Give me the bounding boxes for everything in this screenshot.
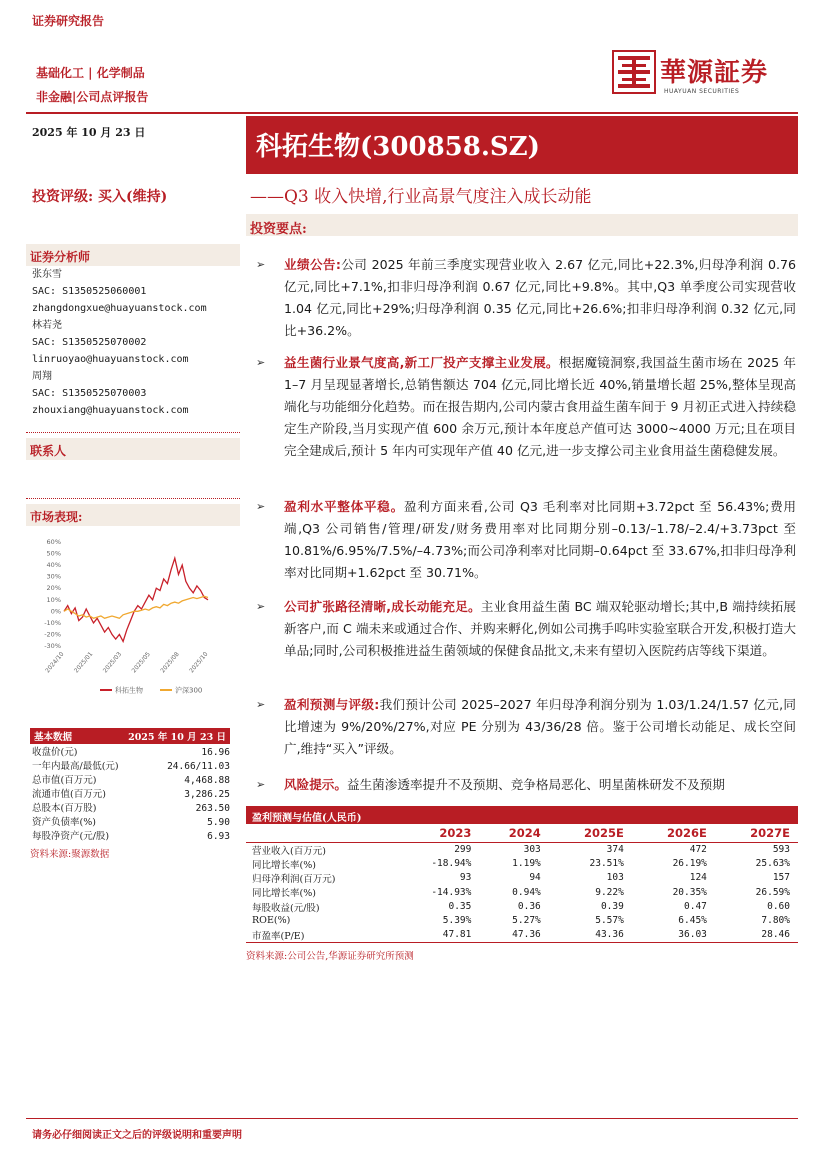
bullet-industry — [256, 352, 796, 462]
row-value: 3,286.25 — [184, 789, 230, 800]
table-row — [246, 885, 798, 899]
y-tick-label: 50% — [46, 549, 61, 558]
highlights-header-bar — [246, 214, 798, 236]
y-tick-label: 40% — [46, 561, 61, 570]
table-row — [30, 788, 230, 802]
brand-name-en: HUAYUAN SECURITIES — [664, 88, 740, 95]
row-value: 4,468.88 — [184, 775, 230, 786]
cell: 20.35% — [672, 886, 707, 898]
cell: 25.63% — [755, 858, 790, 870]
analyst-list — [32, 266, 207, 419]
y-tick-label: 10% — [46, 595, 61, 604]
year-header: 2026E — [632, 824, 715, 842]
cell: 6.45% — [678, 915, 707, 927]
report-date: 2025 年 10 月 23 日 — [32, 126, 146, 139]
analyst-line: 林若尧 — [32, 320, 62, 331]
table-row — [246, 928, 798, 943]
cell: 47.81 — [396, 928, 479, 943]
arrow-icon: ➢ — [256, 698, 266, 711]
analysts-title: 证券分析师 — [30, 250, 91, 264]
footer-divider — [26, 1118, 798, 1119]
cell: -18.94% — [431, 858, 472, 870]
cell: 0.94% — [512, 886, 541, 898]
row-value: 5.90 — [207, 817, 230, 828]
basic-data-title: 基本数据 — [34, 732, 73, 743]
analyst-line: SAC: S1350525070003 — [32, 388, 147, 399]
page-title: 科拓生物(300858.SZ) — [256, 132, 540, 162]
cell: 124 — [689, 872, 707, 884]
report-type-label: 非金融|公司点评报告 — [36, 90, 149, 104]
bullet-text: 主业食用益生菌 BC 端双轮驱动增长;其中,B 端持续拓展新客户,而 C 端未来或通过合作、并购来孵化,例如公司携手呜咔实验室联合开发,积极打造大单品;同时,公司积极推进益生菌领域的保健食品批文,未来有望切入医院药店等线下渠道。 — [284, 599, 796, 658]
cell: 0.36 — [517, 901, 541, 913]
arrow-icon: ➢ — [256, 356, 266, 369]
forecast-year-row — [246, 824, 798, 842]
cell: 299 — [454, 844, 472, 855]
row-value: 263.50 — [195, 803, 230, 814]
cell: 26.19% — [672, 858, 707, 870]
cell: 0.60 — [767, 901, 790, 913]
row-label: 资产负债率(%) — [32, 817, 96, 828]
cell: 472 — [689, 844, 707, 855]
x-tick-label: 2025/08 — [159, 650, 181, 675]
table-row — [30, 774, 230, 788]
cell: 9.22% — [595, 886, 624, 898]
x-tick-label: 2025/01 — [72, 650, 95, 675]
divider — [26, 432, 240, 433]
analyst-line: SAC: S1350525070002 — [32, 337, 147, 348]
legend-label: 科拓生物 — [115, 686, 143, 695]
year-header: 2023 — [396, 824, 479, 842]
cell: 5.57% — [595, 915, 624, 927]
cell: 7.80% — [761, 915, 790, 927]
bullet-lead: 公司扩张路径清晰,成长动能充足。 — [284, 599, 481, 614]
basic-data-source: 资料来源:聚源数据 — [30, 849, 110, 860]
report-category: 证券研究报告 — [32, 14, 105, 28]
row-label: 市盈率(P/E) — [246, 928, 396, 943]
cell: 103 — [606, 872, 624, 884]
arrow-icon: ➢ — [256, 778, 266, 791]
table-row — [30, 746, 230, 760]
row-label: 归母净利润(百万元) — [252, 873, 336, 885]
row-label: 每股收益(元/股) — [252, 902, 320, 914]
bullet-text: 公司 2025 年前三季度实现营业收入 2.67 亿元,同比+22.3%,归母净利润 0.76 亿元,同比+7.1%,扣非归母净利润 0.67 亿元,同比+9.8%。其中,Q3 单季度公司实现营收 1.04 亿元,同比+29%;归母净利润 0.35 亿元,同比+26.6%;扣非归母净利润 0.32 亿元,同比+36.2%。 — [284, 257, 796, 338]
cell: 0.47 — [684, 901, 707, 913]
bullet-text: 根据魔镜洞察,我国益生菌市场在 2025 年 1–7 月呈现显著增长,总销售额达 704 亿元,同比增长近 40%,销量增长超 25%,整体呈现高端化与功能细分化趋势。而在报告期内,公司内蒙古食用益生菌车间于 9 月初正式进入持续稳定生产阶段,当月实现产值 600 余万元,预计本年度总产值可达 3000~4000 万元;且在项目完全建成后,预计 5 年内可实现年产值 40 亿元,进一步支撑公司主业食用益生菌稳健发展。 — [284, 355, 796, 458]
row-label: 营业收入(百万元) — [252, 845, 326, 857]
brand-name: 華源証券 — [660, 58, 769, 88]
row-label: 同比增长率(%) — [252, 888, 316, 900]
table-row — [246, 842, 798, 857]
cell: 157 — [772, 872, 790, 884]
analyst-email-link[interactable]: zhouxiang@huayuanstock.com — [32, 405, 189, 416]
analyst-line: 张东雪 — [32, 269, 62, 280]
highlights-title: 投资要点: — [250, 222, 307, 237]
market-performance-chart — [30, 536, 240, 706]
cell: 5.39% — [442, 915, 472, 927]
table-row — [246, 899, 798, 913]
x-tick-label: 2024/10 — [44, 650, 66, 675]
table-row — [246, 871, 798, 885]
analyst-line: 周翔 — [32, 371, 52, 382]
y-tick-label: -20% — [44, 630, 61, 639]
header-divider — [26, 112, 798, 114]
investment-rating: 投资评级: 买入(维持) — [32, 189, 168, 205]
legend-label: 沪深300 — [175, 686, 203, 695]
cell: 28.46 — [715, 928, 798, 943]
divider — [26, 498, 240, 499]
y-tick-label: 0% — [50, 607, 61, 616]
y-tick-label: -30% — [44, 642, 61, 650]
year-header: 2027E — [715, 824, 798, 842]
table-row — [30, 760, 230, 774]
analyst-email-link[interactable]: linruoyao@huayuanstock.com — [32, 354, 189, 365]
table-row — [30, 830, 230, 844]
forecast-source: 资料来源:公司公告,华源证券研究所预测 — [246, 951, 414, 962]
basic-data-table — [30, 728, 230, 860]
cell: 23.51% — [589, 858, 624, 870]
analyst-line: SAC: S1350525060001 — [32, 286, 147, 297]
cell: -14.93% — [431, 886, 472, 898]
bullet-lead: 盈利水平整体平稳。 — [284, 499, 404, 514]
corner-cell — [246, 824, 396, 842]
table-row — [30, 802, 230, 816]
row-label: 每股净资产(元/股) — [32, 831, 110, 842]
bullet-lead: 益生菌行业景气度高,新工厂投产支撑主业发展。 — [284, 355, 559, 370]
cell: 93 — [459, 872, 472, 884]
bullet-profitability — [256, 496, 796, 584]
row-label: 收盘价(元) — [32, 747, 78, 758]
table-row — [246, 857, 798, 871]
cell: 374 — [606, 844, 624, 855]
cell: 36.03 — [632, 928, 715, 943]
bullet-risk — [256, 774, 796, 796]
row-value: 16.96 — [201, 747, 230, 758]
cell: 1.19% — [512, 858, 541, 870]
bullet-text: 益生菌渗透率提升不及预期、竞争格局恶化、明星菌株研发不及预期 — [346, 777, 725, 792]
x-tick-label: 2025/03 — [101, 650, 124, 675]
cell: 303 — [523, 844, 541, 855]
arrow-icon: ➢ — [256, 258, 266, 271]
huayuan-logo-icon — [612, 50, 656, 94]
cell: 26.59% — [755, 886, 790, 898]
cell: 5.27% — [512, 915, 541, 927]
row-value: 6.93 — [207, 831, 230, 842]
row-label: 同比增长率(%) — [252, 859, 316, 871]
bullet-forecast — [256, 694, 796, 760]
bullet-text: 盈利方面来看,公司 Q3 毛利率对比同期+3.72pct 至 56.43%;费用端,Q3 公司销售/管理/研发/财务费用率对比同期分别–0.13/–1.78/–2.4/+3.73pct 至 10.81%/6.95%/7.5%/–4.73%;而公司净利率对比同期–0.64pct 至 33.67%,扣非归母净利率对比同期+1.62pct 至 30.71%。 — [284, 499, 797, 580]
table-row — [30, 816, 230, 830]
sector-label: 基础化工 | 化学制品 — [36, 66, 145, 80]
cell: 94 — [529, 872, 541, 884]
x-tick-label: 2025/05 — [130, 650, 152, 675]
cell: 0.39 — [600, 901, 624, 913]
bullet-lead: 业绩公告: — [284, 257, 341, 272]
row-label: 一年内最高/最低(元) — [32, 761, 119, 772]
table-row — [246, 914, 798, 928]
contacts-title: 联系人 — [30, 444, 67, 458]
bullet-expansion — [256, 596, 796, 662]
y-tick-label: 20% — [46, 584, 61, 593]
row-label: 总市值(百万元) — [32, 775, 97, 786]
y-tick-label: -10% — [44, 618, 61, 627]
arrow-icon: ➢ — [256, 600, 266, 613]
y-tick-label: 30% — [46, 572, 61, 581]
year-header: 2024 — [479, 824, 548, 842]
cell: 47.36 — [479, 928, 548, 943]
arrow-icon: ➢ — [256, 500, 266, 513]
forecast-table — [246, 824, 798, 943]
row-label: ROE(%) — [252, 915, 291, 927]
row-label: 流通市值(百万元) — [32, 789, 106, 800]
bullet-lead: 风险提示。 — [284, 777, 347, 792]
market-title: 市场表现: — [30, 510, 83, 524]
cell: 593 — [772, 844, 790, 855]
cell: 43.36 — [549, 928, 632, 943]
forecast-title: 盈利预测与估值(人民币) — [252, 813, 362, 824]
cell: 0.35 — [448, 901, 472, 913]
basic-data-date: 2025 年 10 月 23 日 — [128, 732, 226, 743]
basic-data-header — [30, 728, 230, 744]
analyst-email-link[interactable]: zhangdongxue@huayuanstock.com — [32, 303, 207, 314]
year-header: 2025E — [549, 824, 632, 842]
bullet-earnings — [256, 254, 796, 342]
y-tick-label: 60% — [46, 538, 61, 546]
x-tick-label: 2025/10 — [188, 650, 210, 675]
bullet-text: 我们预计公司 2025–2027 年归母净利润分别为 1.03/1.24/1.57 亿元,同比增速为 9%/20%/27%,对应 PE 分别为 43/36/28 倍。鉴于公司增长动能足、成长空间广,维持“买入”评级。 — [284, 697, 796, 756]
row-value: 24.66/11.03 — [167, 761, 230, 772]
page-subtitle: ——Q3 收入快增,行业高景气度注入成长动能 — [250, 187, 592, 207]
row-label: 总股本(百万股) — [32, 803, 97, 814]
bullet-lead: 盈利预测与评级: — [284, 697, 380, 712]
footer-disclaimer: 请务必仔细阅读正文之后的评级说明和重要声明 — [32, 1130, 242, 1141]
